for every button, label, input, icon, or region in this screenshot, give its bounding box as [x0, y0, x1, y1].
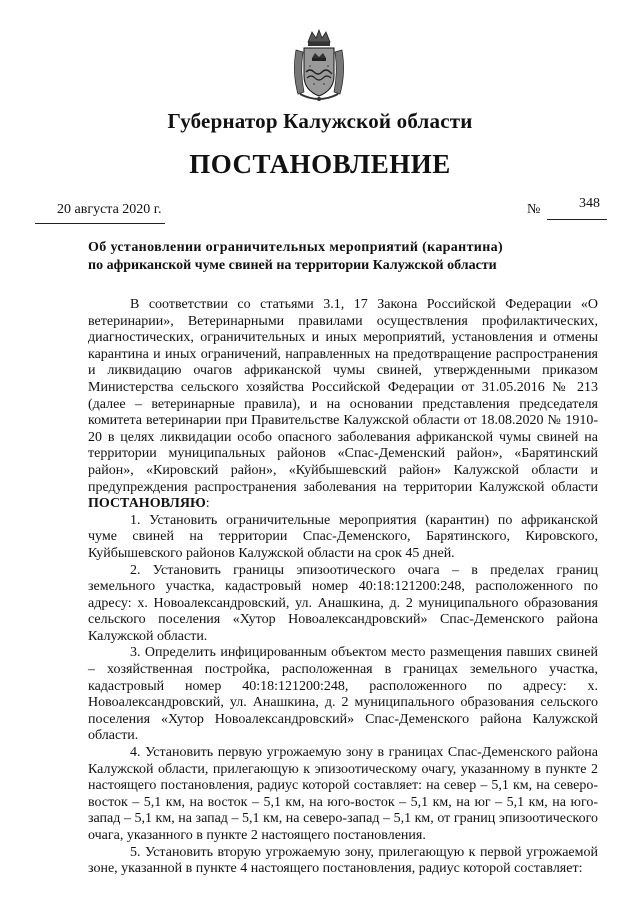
document-date: 20 августа 2020 г.: [57, 202, 162, 217]
decree-colon: :: [205, 496, 210, 512]
document-body: [88, 297, 598, 878]
item-5: 5. Установить вторую угрожаемую зону, прилегающую к первой угрожаемой зоне, указанной в пункте 4 настоящего постановления, радиус которой составляет:: [88, 844, 598, 877]
date-underline: [35, 223, 165, 224]
number-sign: №: [527, 202, 541, 217]
document-type: ПОСТАНОВЛЕНИЕ: [189, 149, 451, 179]
authority-title: Губернатор Калужской области: [167, 109, 473, 133]
document-number: 348: [579, 196, 600, 211]
item-3: 3. Определить инфицированным объектом место размещения павших свиней – хозяйственная постройка, расположенная в границах земельного участка, кадастровый номер 40:18:121200:248, расположенного по адресу: х. Новоалександровский, ул. Анашкина, д. 2 муниципального образования сельского поселения «Хутор Новоалександровский» Спас-Деменского района Калужской области.: [88, 645, 598, 744]
item-2: 2. Установить границы эпизоотического очага – в пределах границ земельного участка, кадастровый номер 40:18:121200:248, расположенного по адресу: х. Новоалександровский, ул. Анашкина, д. 2 муниципального образования сельского поселения «Хутор Новоалександровский» Спас-Деменского района Калужской области.: [88, 562, 598, 644]
preamble-text: В соответствии со статьями 3.1, 17 Закона Российской Федерации «О ветеринарии», Ветеринарными правилами осуществления профилактических, диагностических, ограничительных и иных мероприятий, установления и отмены карантина и иных ограничений, направленных на предотвращение распространения и ликвидацию очагов африканской чумы свиней, утвержденными приказом Министерства сельского хозяйства Российской Федерации от 31.05.2016 № 213 (далее – ветеринарные правила), и на основании представления председателя комитета ветеринарии при Правительстве Калужской области от 18.08.2020 № 1910-20 в целях ликвидации особо опасного заболевания африканской чумы свиней на территории муниципальных районов «Спас-Деменский район», «Барятинский район», «Кировский район», «Куйбышевский район» Калужской области и предупреждения распространения заболевания на территории Калужской области: [88, 297, 598, 495]
decree-word: ПОСТАНОВЛЯЮ: [88, 496, 206, 512]
item-1: 1. Установить ограничительные мероприятия (карантин) по африканской чуме свиней на территории Спас-Деменского, Барятинского, Кировского, Куйбышевского районов Калужской области на срок 45 дней.: [88, 512, 598, 561]
preamble-paragraph: [88, 297, 598, 513]
subject-line: по африканской чуме свиней на территории Калужской области: [88, 258, 497, 273]
number-underline: [547, 219, 607, 220]
kaluga-coat-of-arms-icon: [290, 28, 348, 102]
number-label: [527, 202, 540, 218]
document-subject: [88, 239, 598, 275]
subject-line: Об установлении ограничительных мероприятий (карантина): [88, 240, 503, 255]
item-4: 4. Установить первую угрожаемую зону в границах Спас-Деменского района Калужской области, прилегающую к эпизоотическому очагу, указанному в пункте 2 настоящего постановления, радиус которой составляет: на север – 5,1 км, на северо-восток – 5,1 км, на восток – 5,1 км, на юго-восток – 5,1 км, на юг – 5,1 км, на юго-запад – 5,1 км, на запад – 5,1 км, на северо-запад – 5,1 км, от границ эпизоотического очага, указанного в пункте 2 настоящего постановления.: [88, 745, 598, 843]
